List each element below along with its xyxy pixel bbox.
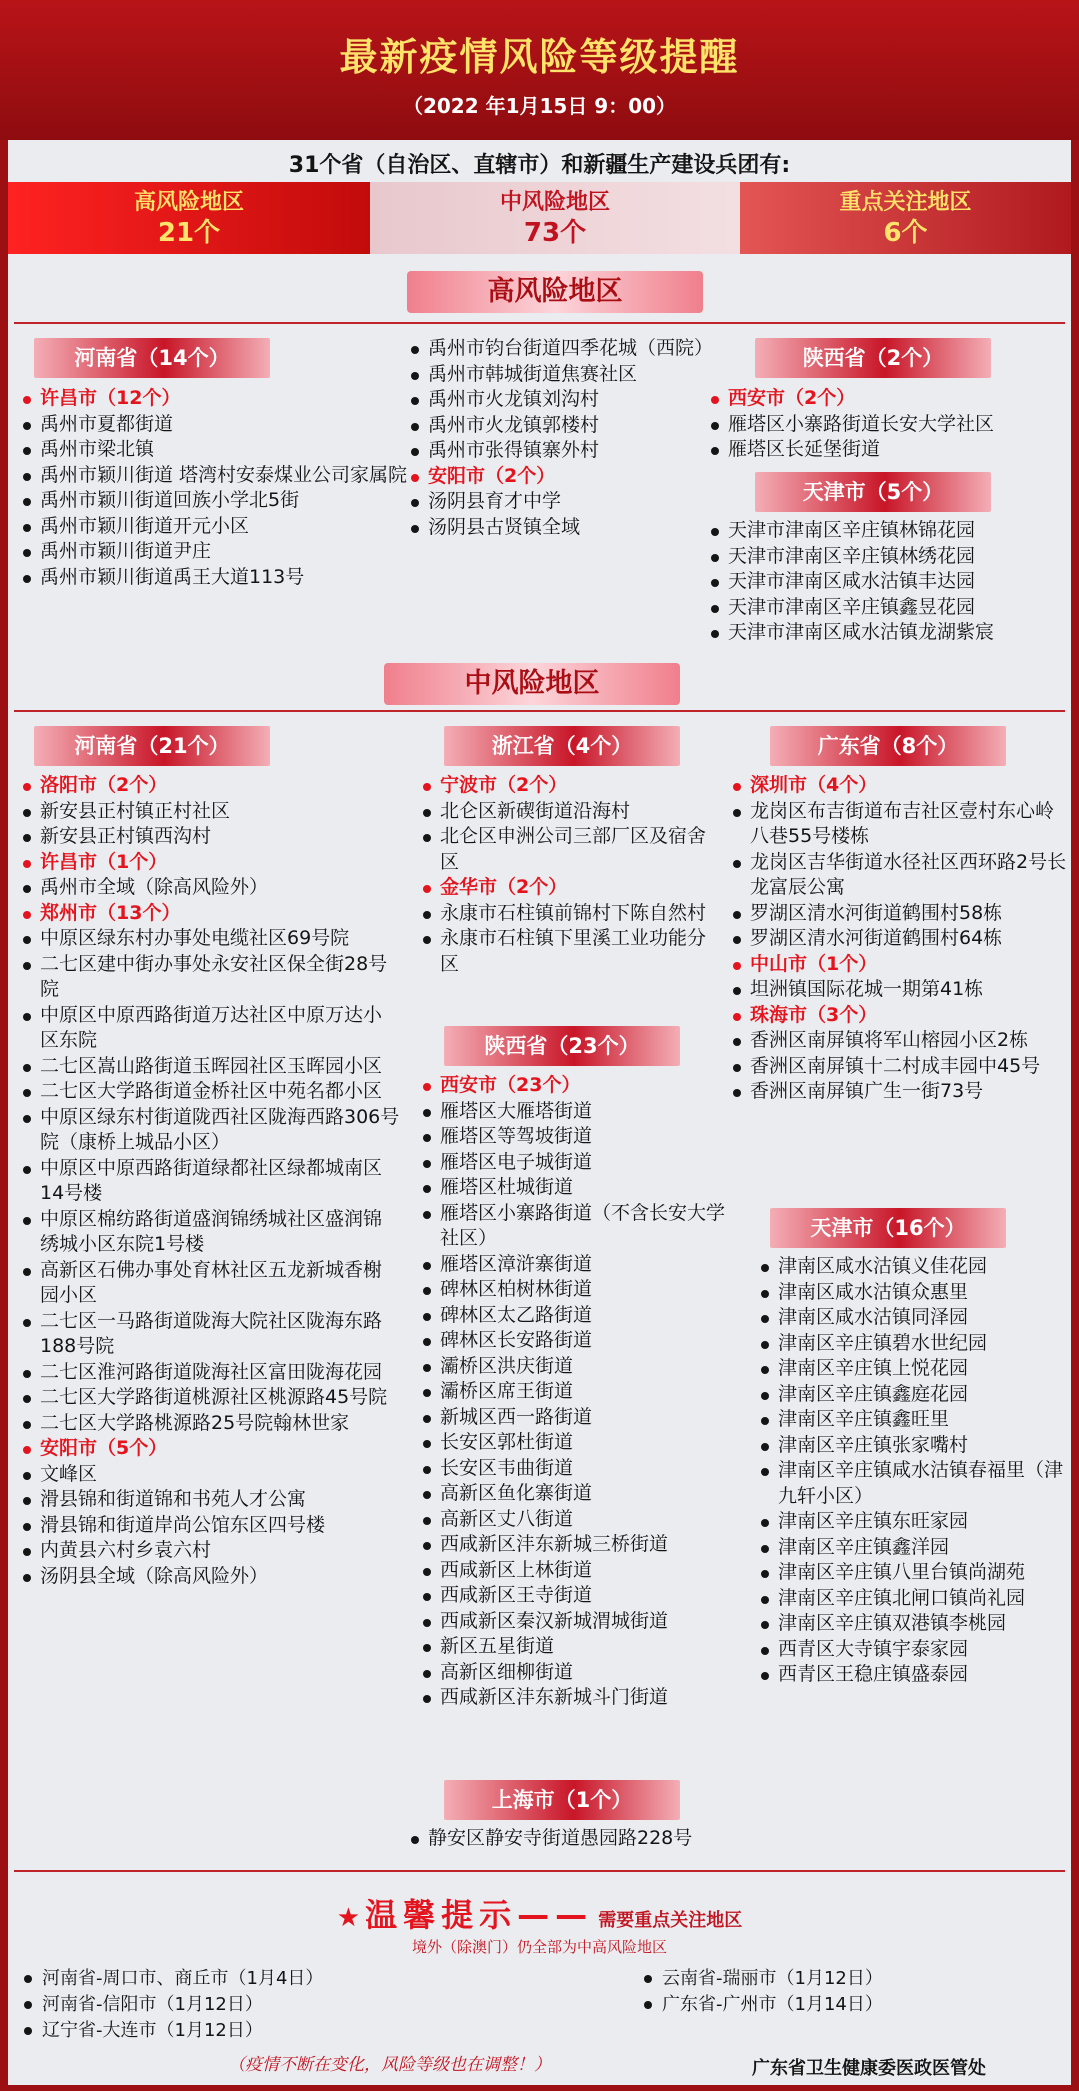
list-item: 雁塔区大雁塔街道 (420, 1099, 730, 1125)
list-item: 津南区辛庄镇咸水沽镇春福里（津九轩小区） (758, 1458, 1070, 1509)
summary-focus-count: 6个 (883, 218, 928, 248)
list-item: 禹州市颖川街道开元小区 (20, 514, 410, 540)
list-item: 津南区辛庄镇鑫洋园 (758, 1535, 1070, 1561)
list-item: 内黄县六村乡袁六村 (20, 1538, 400, 1564)
list-item: 高新区细柳街道 (420, 1660, 730, 1686)
list-item: 高新区鱼化寨街道 (420, 1481, 730, 1507)
mid-henan-title: 河南省（21个） (34, 726, 270, 766)
list-item: 静安区静安寺街道愚园路228号 (408, 1826, 748, 1852)
city-heading: 安阳市（2个） (408, 464, 728, 490)
list-item: 中原区中原西路街道万达社区中原万达小区东院 (20, 1003, 400, 1054)
list-item: 新安县正村镇正村社区 (20, 799, 400, 825)
list-item: 二七区大学路桃源路25号院翰林世家 (20, 1411, 400, 1437)
list-item: 坦洲镇国际花城一期第41栋 (730, 977, 1070, 1003)
summary-mid-label: 中风险地区 (499, 190, 610, 215)
list-item: 长安区韦曲街道 (420, 1456, 730, 1482)
list-item: 二七区建中街办事处永安社区保全街28号院 (20, 952, 400, 1003)
star-icon: ★ (336, 1903, 361, 1933)
summary-high (8, 182, 370, 254)
mid-shaanxi-title: 陕西省（23个） (444, 1026, 680, 1066)
list-item: 龙岗区布吉街道布吉社区壹村东心岭八巷55号楼栋 (730, 799, 1070, 850)
list-item: 西咸新区上林街道 (420, 1558, 730, 1584)
footer-note: （疫情不断在变化，风险等级也在调整！） (228, 2055, 551, 2075)
list-item: 禹州市全域（除高风险外） (20, 875, 400, 901)
mid-band: 中风险地区 (384, 663, 680, 705)
list-item: 高新区石佛办事处育林社区五龙新城香榭园小区 (20, 1258, 400, 1309)
summary-mid-count: 73个 (523, 218, 587, 248)
city-heading: 西安市（23个） (420, 1073, 730, 1099)
list-item: 禹州市张得镇寨外村 (408, 438, 728, 464)
list-item: 二七区一马路街道陇海大院社区陇海东路188号院 (20, 1309, 400, 1360)
list-item: 雁塔区小寨路街道长安大学社区 (708, 412, 1078, 438)
tips-subtitle: 需要重点关注地区 (598, 1910, 743, 1931)
mid-shanghai-list (408, 1826, 748, 1852)
mid-shanghai-title: 上海市（1个） (444, 1780, 680, 1820)
list-item: 滑县锦和街道岸尚公馆东区四号楼 (20, 1513, 400, 1539)
city-heading: 深圳市（4个） (730, 773, 1070, 799)
list-item: 津南区辛庄镇鑫旺里 (758, 1407, 1070, 1433)
list-item: 西咸新区秦汉新城渭城街道 (420, 1609, 730, 1635)
mid-zhejiang-title: 浙江省（4个） (444, 726, 680, 766)
list-item: 河南省-周口市、商丘市（1月4日） (20, 1966, 323, 1992)
tips-note: 境外（除澳门）仍全部为中高风险地区 (411, 1938, 667, 1956)
city-heading: 金华市（2个） (420, 875, 720, 901)
list-item: 雁塔区小寨路街道（不含长安大学社区） (420, 1201, 730, 1252)
list-item: 西咸新区沣东新城斗门街道 (420, 1685, 730, 1711)
city-heading: 安阳市（5个） (20, 1436, 400, 1462)
mid-tianjin-list (758, 1254, 1070, 1688)
list-item: 禹州市钧台街道四季花城（西院） (408, 336, 728, 362)
list-item: 灞桥区席王街道 (420, 1379, 730, 1405)
list-item: 高新区丈八街道 (420, 1507, 730, 1533)
list-item: 西咸新区沣东新城三桥街道 (420, 1532, 730, 1558)
list-item: 二七区淮河路街道陇海社区富田陇海花园 (20, 1360, 400, 1386)
list-item: 碑林区柏树林街道 (420, 1277, 730, 1303)
mid-henan-list (20, 773, 400, 1589)
list-item: 龙岗区吉华街道水径社区西环路2号长龙富辰公寓 (730, 850, 1070, 901)
list-item: 天津市津南区辛庄镇林锦花园 (708, 518, 1078, 544)
list-item: 天津市津南区咸水沽镇丰达园 (708, 569, 1078, 595)
issuing-authority: 广东省卫生健康委医政医管处 (752, 2058, 986, 2079)
list-item: 罗湖区清水河街道鹤围村64栋 (730, 926, 1070, 952)
list-item: 中原区棉纺路街道盛润锦绣城社区盛润锦绣城小区东院1号楼 (20, 1207, 400, 1258)
list-item: 永康市石柱镇前锦村下陈自然村 (420, 901, 720, 927)
high-shaanxi-title: 陕西省（2个） (755, 338, 991, 378)
summary-focus-label: 重点关注地区 (839, 190, 972, 215)
header (0, 0, 1079, 140)
mid-zhejiang-list (420, 773, 720, 977)
list-item: 津南区辛庄镇双港镇李桃园 (758, 1611, 1070, 1637)
list-item: 禹州市夏都街道 (20, 412, 410, 438)
city-heading: 宁波市（2个） (420, 773, 720, 799)
list-item: 禹州市颖川街道 塔湾村安泰煤业公司家属院 (20, 463, 410, 489)
list-item: 津南区辛庄镇上悦花园 (758, 1356, 1070, 1382)
divider (14, 322, 1065, 324)
city-heading: 西安市（2个） (708, 386, 1078, 412)
list-item: 汤阴县全域（除高风险外） (20, 1564, 400, 1590)
list-item: 灞桥区洪庆街道 (420, 1354, 730, 1380)
summary-mid (370, 182, 740, 254)
summary-focus (740, 182, 1071, 254)
list-item: 辽宁省-大连市（1月12日） (20, 2018, 323, 2044)
list-item: 香洲区南屏镇广生一街73号 (730, 1079, 1070, 1105)
city-heading: 许昌市（12个） (20, 386, 410, 412)
list-item: 津南区辛庄镇八里台镇尚湖苑 (758, 1560, 1070, 1586)
list-item: 雁塔区电子城街道 (420, 1150, 730, 1176)
list-item: 新城区西一路街道 (420, 1405, 730, 1431)
list-item: 雁塔区长延堡街道 (708, 437, 1078, 463)
list-item: 禹州市颖川街道尹庄 (20, 539, 410, 565)
list-item: 禹州市韩城街道焦赛社区 (408, 362, 728, 388)
list-item: 禹州市颖川街道禹王大道113号 (20, 565, 410, 591)
city-heading: 洛阳市（2个） (20, 773, 400, 799)
list-item: 中原区绿东村街道陇西社区陇海西路306号院（康桥上城品小区） (20, 1105, 400, 1156)
list-item: 雁塔区等驾坡街道 (420, 1124, 730, 1150)
list-item: 罗湖区清水河街道鹤围村58栋 (730, 901, 1070, 927)
subtitle: 31个省（自治区、直辖市）和新疆生产建设兵团有: (288, 153, 791, 178)
list-item: 碑林区长安路街道 (420, 1328, 730, 1354)
list-item: 北仑区申洲公司三部厂区及宿舍区 (420, 824, 720, 875)
list-item: 天津市津南区辛庄镇林绣花园 (708, 544, 1078, 570)
mid-guangdong-list (730, 773, 1070, 1105)
list-item: 禹州市颖川街道回族小学北5街 (20, 488, 410, 514)
mid-tianjin-title: 天津市（16个） (770, 1208, 1006, 1248)
list-item: 西咸新区王寺街道 (420, 1583, 730, 1609)
city-heading: 中山市（1个） (730, 952, 1070, 978)
list-item: 津南区辛庄镇碧水世纪园 (758, 1331, 1070, 1357)
list-item: 津南区辛庄镇张家嘴村 (758, 1433, 1070, 1459)
list-item: 滑县锦和街道锦和书苑人才公寓 (20, 1487, 400, 1513)
list-item: 西青区王稳庄镇盛泰园 (758, 1662, 1070, 1688)
summary-high-count: 21个 (157, 218, 221, 248)
list-item: 二七区大学路街道金桥社区中苑名都小区 (20, 1079, 400, 1105)
list-item: 中原区绿东村办事处电缆社区69号院 (20, 926, 400, 952)
list-item: 碑林区太乙路街道 (420, 1303, 730, 1329)
list-item: 津南区咸水沽镇同泽园 (758, 1305, 1070, 1331)
list-item: 津南区辛庄镇东旺家园 (758, 1509, 1070, 1535)
high-band: 高风险地区 (407, 271, 703, 313)
focus-list-left (20, 1966, 323, 2044)
city-heading: 许昌市（1个） (20, 850, 400, 876)
list-item: 汤阴县古贤镇全域 (408, 515, 728, 541)
tips-title: 温馨提示—— (365, 1896, 594, 1934)
list-item: 禹州市梁北镇 (20, 437, 410, 463)
list-item: 永康市石柱镇下里溪工业功能分区 (420, 926, 720, 977)
list-item: 广东省-广州市（1月14日） (640, 1992, 883, 2018)
list-item: 天津市津南区辛庄镇鑫昱花园 (708, 595, 1078, 621)
list-item: 二七区大学路街道桃源社区桃源路45号院 (20, 1385, 400, 1411)
list-item: 香洲区南屏镇将军山榕园小区2栋 (730, 1028, 1070, 1054)
high-henan-list-cont (408, 336, 728, 540)
summary-high-label: 高风险地区 (133, 190, 244, 215)
list-item: 二七区嵩山路街道玉晖园社区玉晖园小区 (20, 1054, 400, 1080)
tips-heading (0, 1890, 1079, 1936)
mid-shaanxi-list (420, 1073, 730, 1711)
list-item: 北仑区新碶街道沿海村 (420, 799, 720, 825)
list-item: 新安县正村镇西沟村 (20, 824, 400, 850)
list-item: 文峰区 (20, 1462, 400, 1488)
high-tianjin-title: 天津市（5个） (755, 472, 991, 512)
list-item: 汤阴县育才中学 (408, 489, 728, 515)
high-shaanxi-list (708, 386, 1078, 463)
list-item: 云南省-瑞丽市（1月12日） (640, 1966, 883, 1992)
divider (14, 1870, 1065, 1872)
list-item: 香洲区南屏镇十二村成丰园中45号 (730, 1054, 1070, 1080)
mid-guangdong-title: 广东省（8个） (770, 726, 1006, 766)
city-heading: 郑州市（13个） (20, 901, 400, 927)
divider (14, 710, 1065, 712)
high-tianjin-list (708, 518, 1078, 646)
list-item: 禹州市火龙镇郭楼村 (408, 413, 728, 439)
list-item: 津南区咸水沽镇众惠里 (758, 1280, 1070, 1306)
list-item: 津南区辛庄镇北闸口镇尚礼园 (758, 1586, 1070, 1612)
list-item: 津南区咸水沽镇义佳花园 (758, 1254, 1070, 1280)
update-date: （2022 年1月15日 9：00） (402, 94, 677, 118)
list-item: 西青区大寺镇宇泰家园 (758, 1637, 1070, 1663)
high-henan-list (20, 386, 410, 590)
list-item: 禹州市火龙镇刘沟村 (408, 387, 728, 413)
list-item: 河南省-信阳市（1月12日） (20, 1992, 323, 2018)
list-item: 雁塔区漳浒寨街道 (420, 1252, 730, 1278)
list-item: 新区五星街道 (420, 1634, 730, 1660)
high-henan-title: 河南省（14个） (34, 338, 270, 378)
list-item: 长安区郭杜街道 (420, 1430, 730, 1456)
list-item: 雁塔区杜城街道 (420, 1175, 730, 1201)
list-item: 天津市津南区咸水沽镇龙湖紫宸 (708, 620, 1078, 646)
page-title: 最新疫情风险等级提醒 (339, 35, 740, 79)
city-heading: 珠海市（3个） (730, 1003, 1070, 1029)
list-item: 津南区辛庄镇鑫庭花园 (758, 1382, 1070, 1408)
list-item: 中原区中原西路街道绿都社区绿都城南区14号楼 (20, 1156, 400, 1207)
focus-list-right (640, 1966, 883, 2018)
